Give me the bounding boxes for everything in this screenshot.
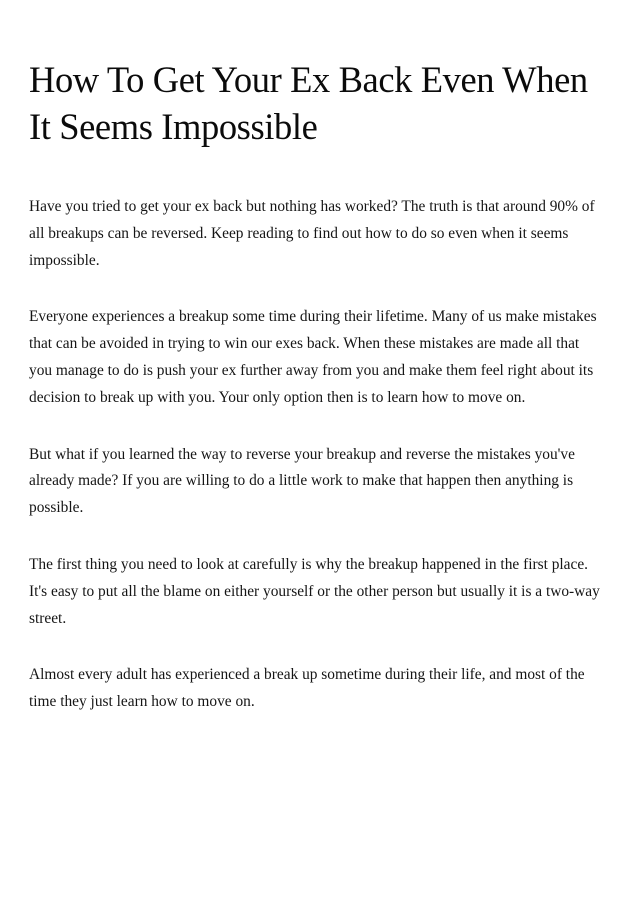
paragraph-move-on: Almost every adult has experienced a break up sometime during their life, and most of the time they just learn how to move on. [29,666,585,711]
paragraph-reverse: But what if you learned the way to reverse your breakup and reverse the mistakes you've already made? If you are willing to do a little work to make that happen then anything is possible. [29,445,575,517]
paragraph-mistakes: Everyone experiences a breakup some time during their lifetime. Many of us make mistakes that can be avoided in trying to win our exes back. When these mistakes are made all that you manage to do is push your ex further away from you and make them feel right about its decision to break up with you. Your only option then is to learn how to move on. [29,308,597,406]
document-title: How To Get Your Ex Back Even When It Seems Impossible [29,59,588,147]
paragraph-why-breakup: The first thing you need to look at carefully is why the breakup happened in the first place. It's easy to put all the blame on either yourself or the other person but usually it is a two-way street. [29,555,600,627]
paragraph-intro: Have you tried to get your ex back but nothing has worked? The truth is that around 90% of all breakups can be reversed. Keep reading to find out how to do so even when it seems impossible. [29,198,595,269]
